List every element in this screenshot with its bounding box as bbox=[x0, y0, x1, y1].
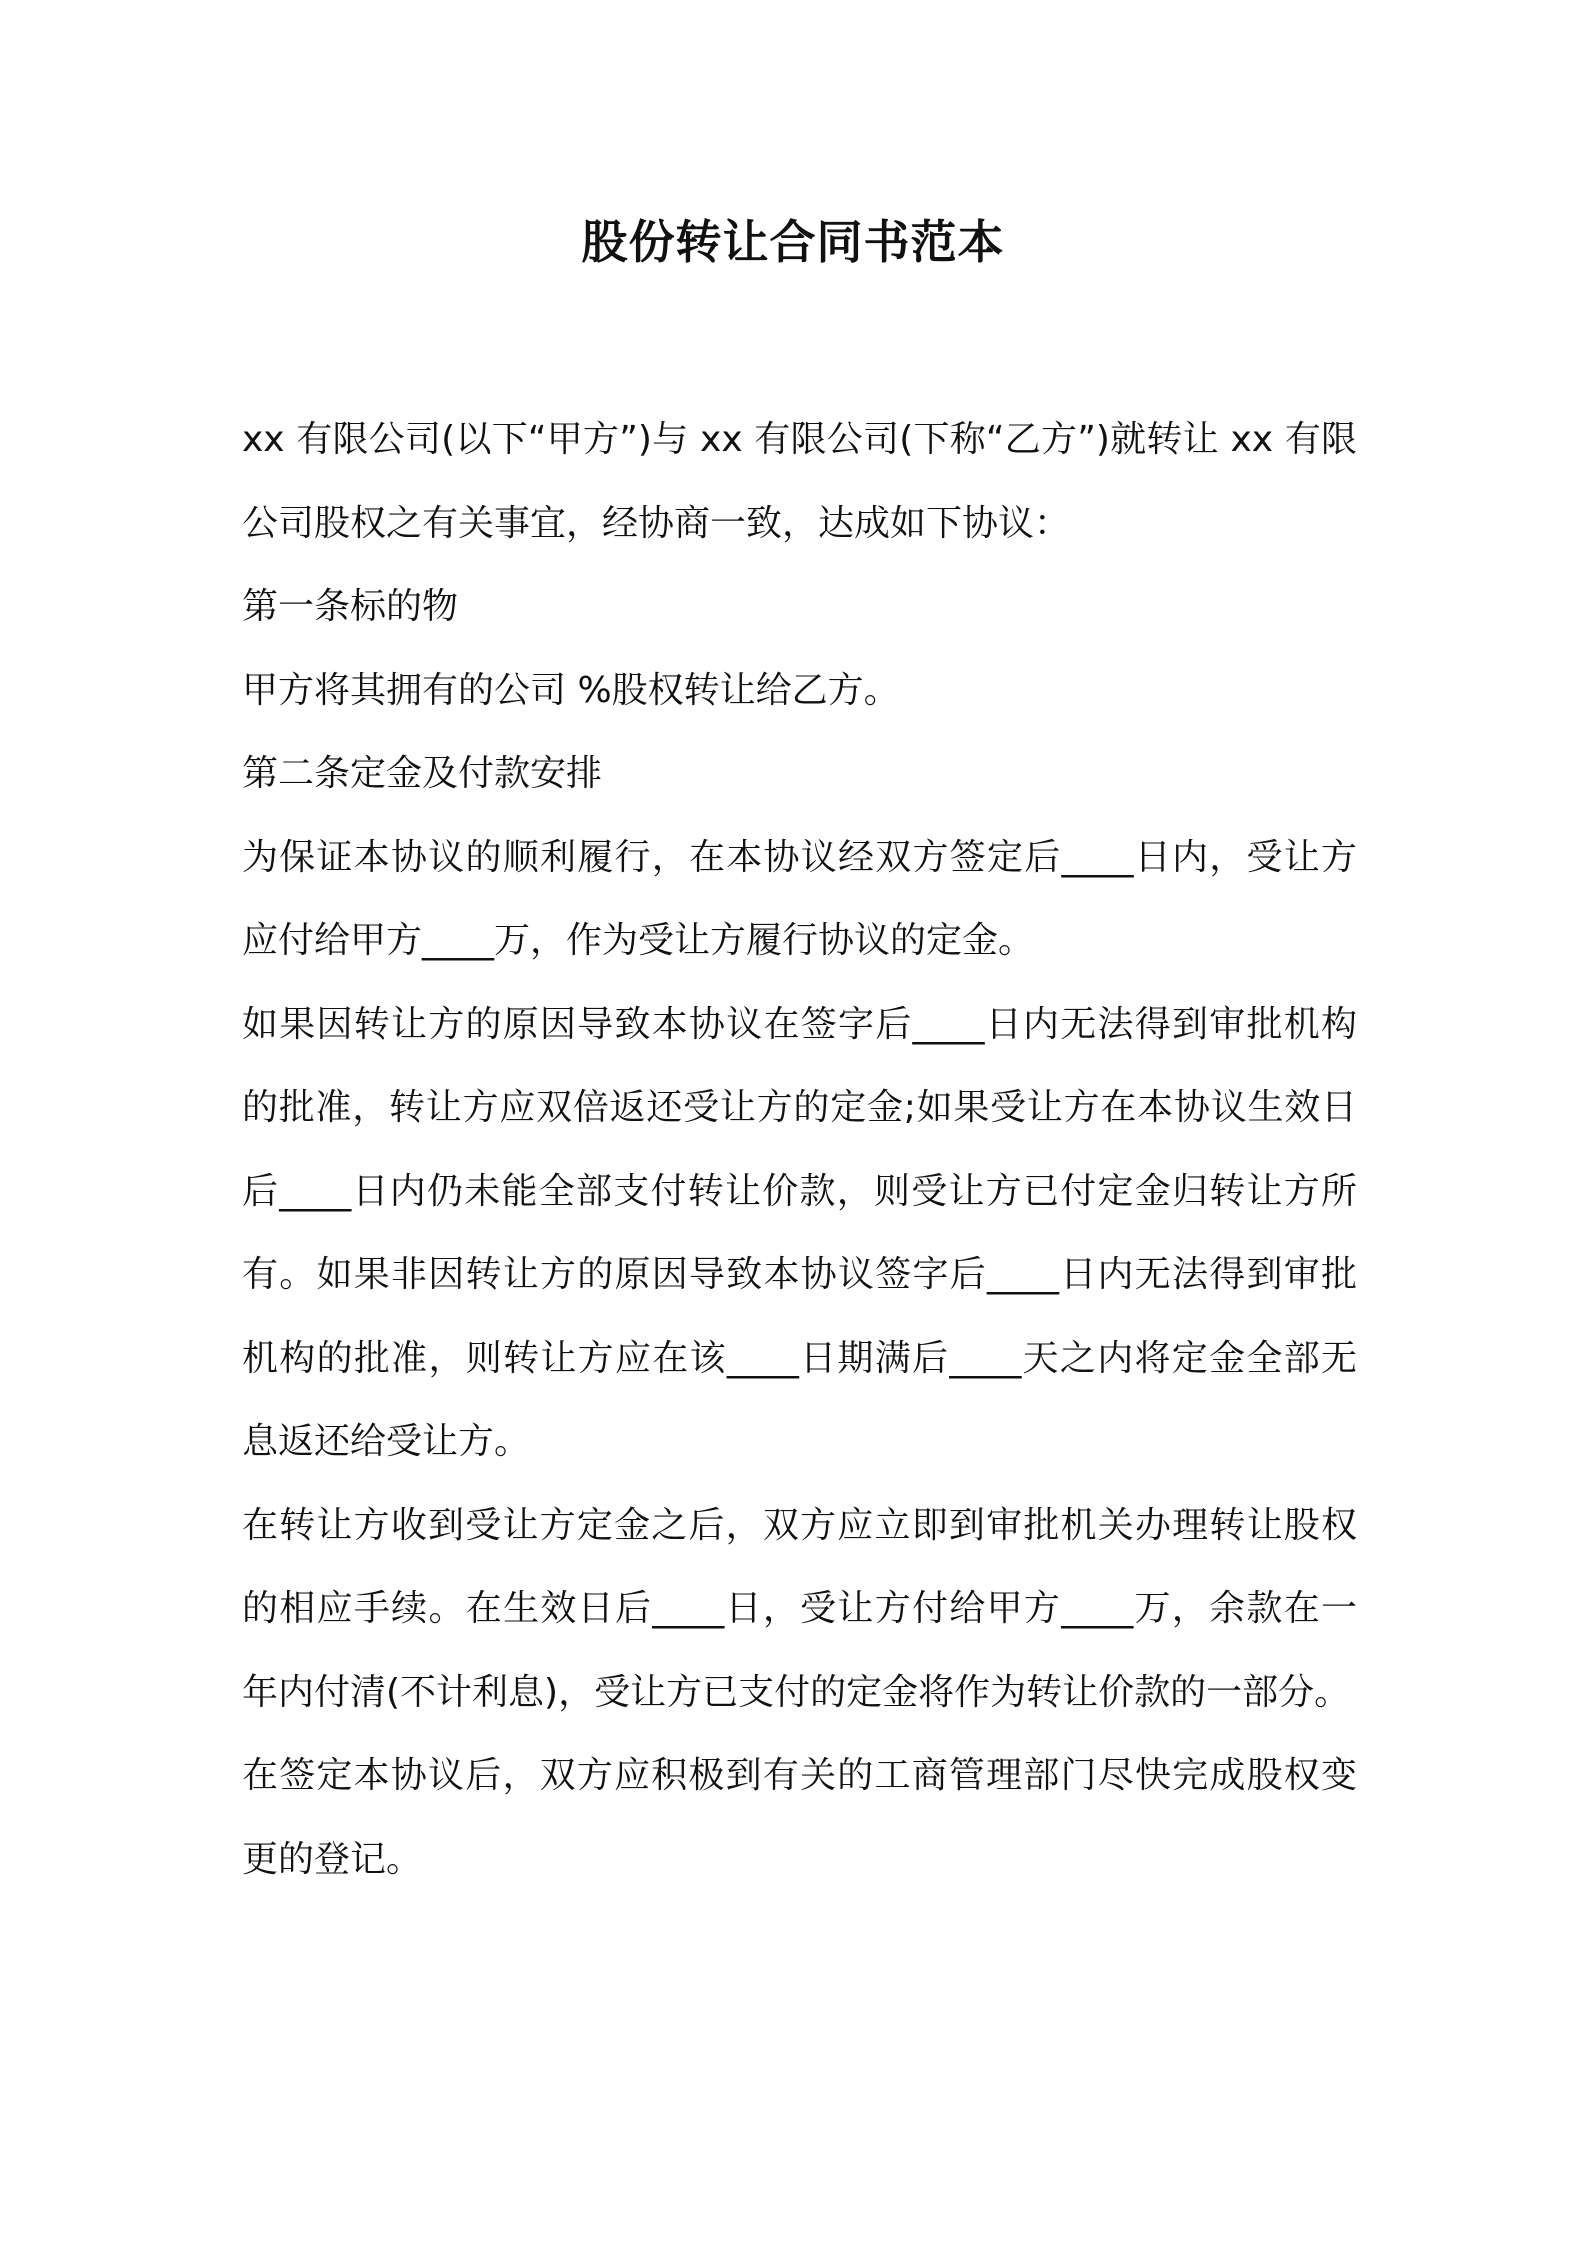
approval-paragraph: 如果因转让方的原因导致本协议在签字后____日内无法得到审批机构的批准，转让方应双倍返还受让方的定金;如果受让方在本协议生效日后____日内仍未能全部支付转让价款，则受让方已付定金归转让方所有。如果非因转让方的原因导致本协议签字后____日内无法得到审批机构的批准，则转让方应在该____日期满后____天之内将定金全部无息返还给受让方。 bbox=[242, 1003, 1357, 1462]
deposit-paragraph: 为保证本协议的顺利履行，在本协议经双方签定后____日内，受让方应付给甲方____万，作为受让方履行协议的定金。 bbox=[242, 836, 1357, 961]
article-one-heading: 第一条标的物 bbox=[242, 586, 459, 627]
registration-paragraph: 在签定本协议后，双方应积极到有关的工商管理部门尽快完成股权变更的登记。 bbox=[242, 1755, 1357, 1880]
article-two-heading: 第二条定金及付款安排 bbox=[242, 753, 603, 794]
article-one-text: 甲方将其拥有的公司 %股权转让给乙方。 bbox=[242, 669, 900, 711]
document-title: 股份转让合同书范本 bbox=[581, 215, 1005, 269]
intro-paragraph: xx 有限公司(以下“甲方”)与 xx 有限公司(下称“乙方”)就转让 xx 有限公司股权之有关事宜，经协商一致，达成如下协议： bbox=[242, 419, 1357, 544]
document-body bbox=[242, 398, 1357, 1901]
payment-paragraph: 在转让方收到受让方定金之后，双方应立即到审批机关办理转让股权的相应手续。在生效日后____日，受让方付给甲方____万，余款在一年内付清(不计利息)，受让方已支付的定金将作为转让价款的一部分。 bbox=[242, 1504, 1357, 1713]
